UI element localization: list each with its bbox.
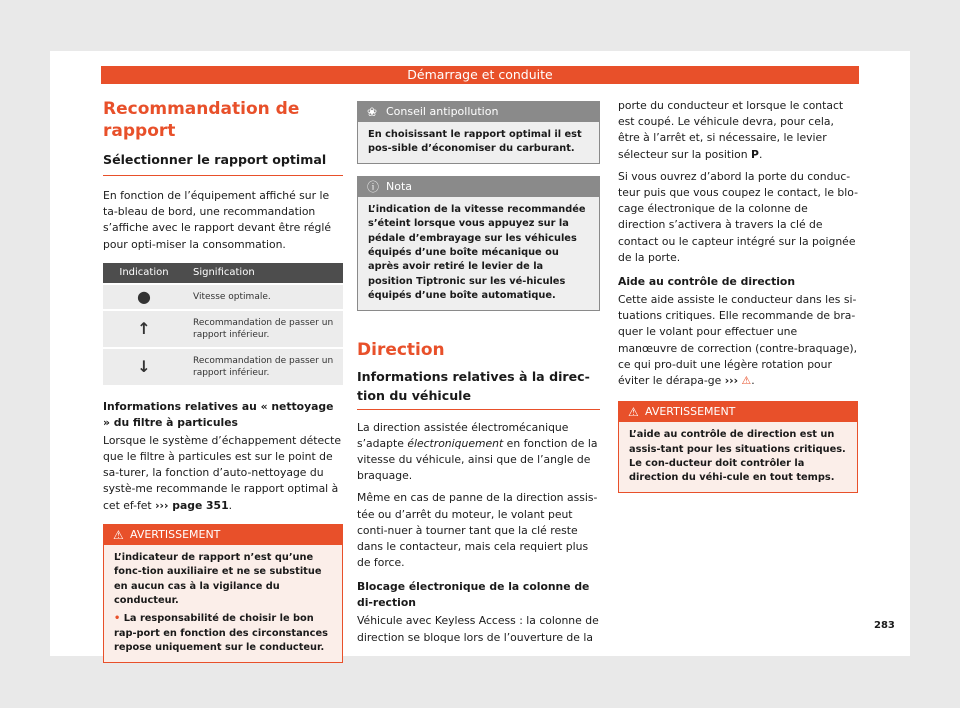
section-heading: Recommandation de rapport bbox=[103, 99, 300, 141]
intro-paragraph: En fonction de l’équipement affiché sur le ta-bleau de bord, une recommandation s’affiche avec le rapport devant être réglé pour opti-miser la consommation. bbox=[103, 189, 332, 251]
table-row bbox=[103, 310, 343, 348]
filter-info-heading: Informations relatives au « nettoyage » du filtre à particules bbox=[103, 399, 334, 429]
direction-subheading: Informations relatives à la direc-tion du véhicule bbox=[357, 367, 600, 410]
position-p-label: P bbox=[751, 147, 759, 161]
warning-header bbox=[104, 525, 342, 545]
warning-box bbox=[618, 401, 858, 493]
indication-table bbox=[103, 263, 343, 385]
table-cell: Recommandation de passer un rapport inférieur. bbox=[185, 310, 343, 348]
warning-box bbox=[103, 524, 343, 663]
direction-paragraph-1 bbox=[357, 420, 600, 485]
column-lock-paragraph: Véhicule avec Keyless Access : la colonne de direction se bloque lors de l’ouverture de la bbox=[357, 614, 599, 644]
right-paragraph-1: porte du conducteur et lorsque le contact est coupé. Le véhicule devra, pour cela, être à l’arrêt et, si nécessaire, le levier sélecteur sur la position P. bbox=[618, 99, 844, 161]
warning-reference-link[interactable]: ››› bbox=[724, 374, 739, 388]
filled-circle-icon: ● bbox=[103, 284, 185, 310]
warning-triangle-icon: ⚠ bbox=[741, 374, 752, 388]
table-header-indication: Indication bbox=[103, 263, 185, 284]
warning-body bbox=[104, 545, 342, 662]
steering-aid-paragraph: Cette aide assiste le conducteur dans les si-tuations critiques. Elle recommande de bra-quer le volant pour effectuer une manœuvre de correction (contre-braquage), ce qui pro-duit une légère rotation pour éviter le dérapa-ge ››› ⚠. bbox=[618, 293, 858, 388]
warning-triangle-icon: ⚠ bbox=[113, 527, 124, 542]
right-column bbox=[618, 98, 858, 493]
warning-body: L’aide au contrôle de direction est un assis-tant pour les situations critiques. Le con-ducteur doit contrôler la direction du véhi-cule en tout temps. bbox=[619, 422, 857, 492]
steering-aid-text: Cette aide assiste le conducteur dans les si-tuations critiques. Elle recommande de bra-quer le volant pour effectuer une manœuvre de correction (contre-braquage), ce qui pro-duit une légère rotation pour éviter le dérapa-ge bbox=[618, 293, 858, 388]
warning-title: AVERTISSEMENT bbox=[645, 405, 736, 419]
table-row bbox=[103, 348, 343, 385]
direction-text: La direction assistée électromécanique s’adapte bbox=[357, 420, 569, 450]
warning-title: AVERTISSEMENT bbox=[130, 527, 221, 541]
column-lock-heading: Blocage électronique de la colonne de di-rection bbox=[357, 580, 590, 610]
page-reference-link[interactable]: ››› page 351 bbox=[155, 498, 229, 512]
table-header-signification: Signification bbox=[185, 263, 343, 284]
note-title: Nota bbox=[386, 179, 413, 193]
leaf-icon: ❀ bbox=[367, 105, 378, 119]
table-row bbox=[103, 284, 343, 310]
warning-triangle-icon: ⚠ bbox=[628, 405, 639, 420]
right-paragraph-2: Si vous ouvrez d’abord la porte du conduc-teur puis que vous coupez le contact, le blo-cage électronique de la colonne de direction s’activera à travers la clé de contact ou le capteur intégré sur la poignée de la porte. bbox=[618, 169, 858, 264]
direction-emphasis: électroniquement bbox=[407, 436, 504, 450]
warning-header bbox=[619, 402, 857, 422]
filter-info-text: Lorsque le système d’échappement détecte que le filtre à particules est sur le point de sa-turer, la fonction d’auto-nettoyage du systè-me recommande le rapport optimal à cet ef-fet bbox=[103, 433, 341, 512]
arrow-up-icon: ↑ bbox=[103, 310, 185, 348]
page-number: 283 bbox=[874, 620, 895, 631]
direction-paragraph-2: Même en cas de panne de la direction assis-tée ou d’arrêt du moteur, le volant peut conti-nuer à tourner tant que la clé reste dans le contacteur, mais cela requiert plus de force. bbox=[357, 491, 598, 570]
left-column bbox=[103, 98, 343, 663]
filter-info-paragraph: Lorsque le système d’échappement détecte que le filtre à particules est sur le point de sa-turer, la fonction d’auto-nettoyage du systè-me recommande le rapport optimal à cet ef-fet ››› page 351. bbox=[103, 433, 341, 512]
middle-column bbox=[357, 101, 600, 652]
table-cell: Recommandation de passer un rapport inférieur. bbox=[185, 348, 343, 385]
subsection-heading: Sélectionner le rapport optimal bbox=[103, 150, 343, 176]
direction-text: en fonction de la vitesse du véhicule, ainsi que de l’angle de braquage. bbox=[357, 436, 598, 483]
info-icon: ⓘ bbox=[367, 179, 380, 194]
table-cell: Vitesse optimale. bbox=[185, 284, 343, 310]
warning-bullet-text: La responsabilité de choisir le bon rap-port en fonction des circonstances repose uniquement sur le conducteur. bbox=[114, 613, 328, 654]
arrow-down-icon: ↓ bbox=[103, 348, 185, 385]
note-body: L’indication de la vitesse recommandée s’éteint lorsque vous appuyez sur la pédale d’embrayage sur les véhicules équipés d’une boîte mécanique ou après avoir retiré le levier de la position Tiptronic sur les vé-hicules équipés d’une boîte automatique. bbox=[358, 197, 599, 310]
eco-tip-title: Conseil antipollution bbox=[386, 105, 499, 118]
warning-bullet: • La responsabilité de choisir le bon rap-port en fonction des circonstances repose uniquement sur le conducteur. bbox=[114, 613, 328, 654]
note-header bbox=[358, 177, 599, 197]
steering-aid-heading: Aide au contrôle de direction bbox=[618, 275, 796, 289]
eco-tip-body: En choisissant le rapport optimal il est pos-sible d’économiser du carburant. bbox=[358, 122, 599, 163]
eco-tip-header bbox=[358, 102, 599, 122]
note-box bbox=[357, 176, 600, 311]
chapter-header: Démarrage et conduite bbox=[101, 66, 859, 84]
warning-text: L’indicateur de rapport n’est qu’une fonc-tion auxiliaire et ne se substitue en aucun cas à la vigilance du conducteur. bbox=[114, 551, 322, 607]
eco-tip-box bbox=[357, 101, 600, 164]
direction-heading: Direction bbox=[357, 339, 445, 360]
right-text: porte du conducteur et lorsque le contact est coupé. Le véhicule devra, pour cela, être à l’arrêt et, si nécessaire, le levier sélecteur sur la position bbox=[618, 99, 844, 161]
